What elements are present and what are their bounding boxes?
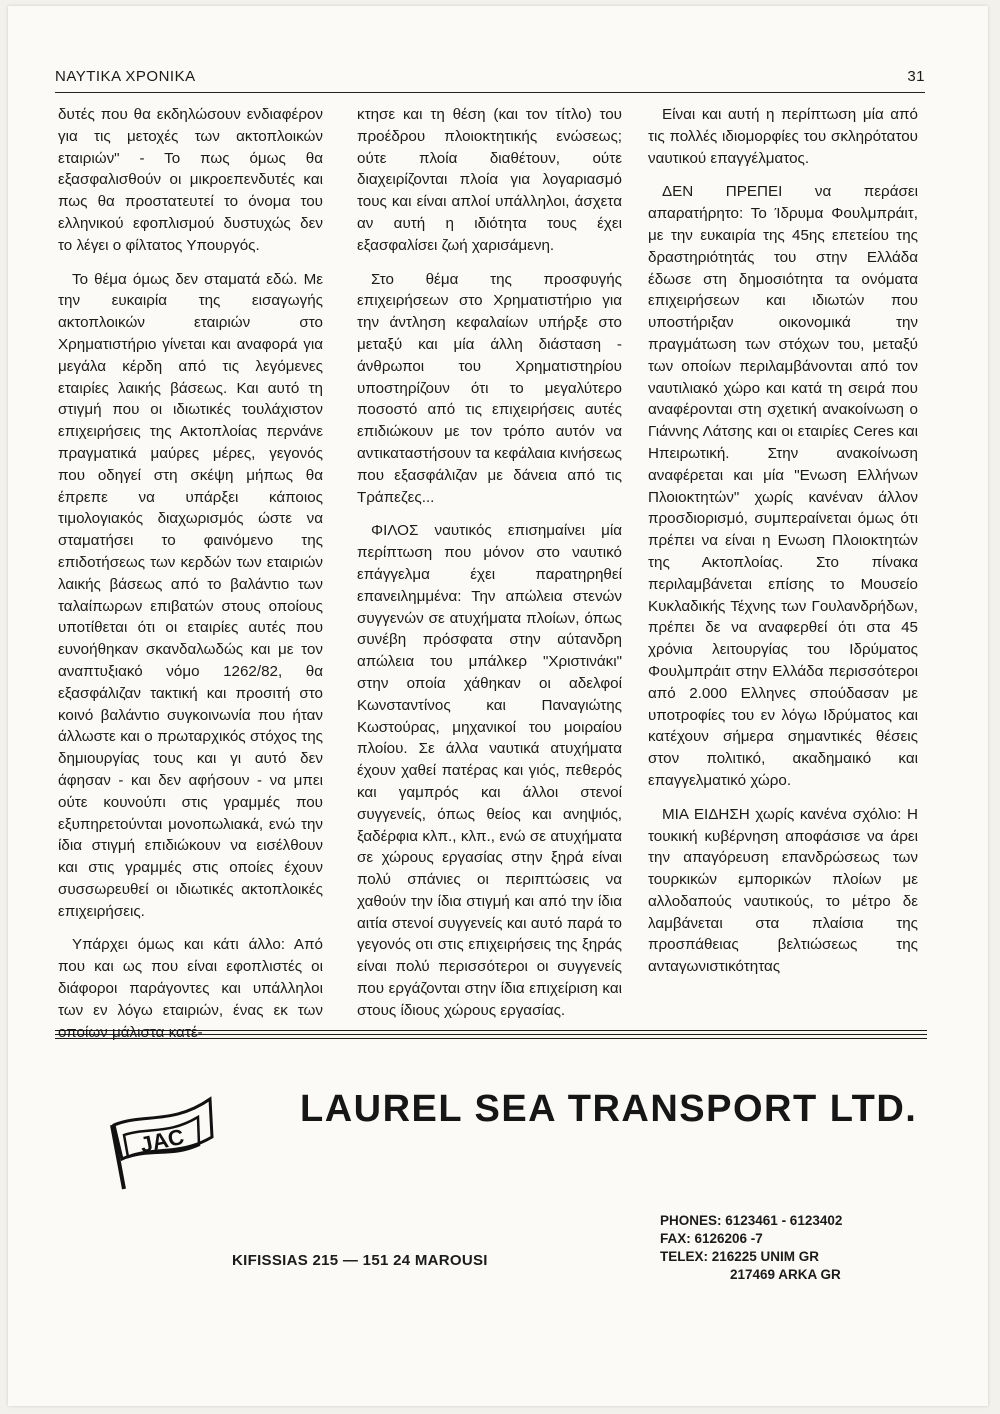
magazine-title: ΝΑΥΤΙΚΑ ΧΡΟΝΙΚΑ: [55, 68, 196, 85]
article-column-3: [648, 104, 918, 1024]
telex-line: TELEX: 216225 UNIM GR: [660, 1249, 820, 1264]
paragraph: Στο θέμα της προσφυγής επιχειρήσεων στο Χρηματιστήριο για την άντληση κεφαλαίων υπήρξε στο μεταξύ και μία άλλη διάσταση - άνθρωποι του Χρηματιστηρίου υποστηρίζουν ότι το μεγαλύτερο ποσοστό από τις επιχειρήσεις αυτές επιδιώκουν με τον τρόπο αυτόν να αντικαταστήσουν τα κεφάλαια κινήσεως που εξασφάλιζαν με δάνεια από τις Τράπεζες...: [357, 270, 622, 506]
paragraph: Είναι και αυτή η περίπτωση μία από τις πολλές ιδιομορφίες του σκληρότατου ναυτικού επαγγέλματος.: [648, 106, 918, 167]
jac-flag-logo: [98, 1085, 218, 1195]
paragraph: Το θέμα όμως δεν σταματά εδώ. Με την ευκαιρία της εισαγωγής ακτοπλοικών εταιριών στο Χρηματιστήριο γίνεται και αναφορά για μεγάλα κέρδη από τις λεγόμενες εταιρίες λαικής βάσεως. Και αυτό τη στιγμή που οι ιδιωτικές τουλάχιστον επιχειρήσεις της Ακτοπλοίας περνάνε πραγματικά μαύρες μέρες, γεγονός που οδηγεί στη σκέψη μήπως θα έπρεπε να υπάρξει κάποιος τιμολογιακός διαχωρισμός ώστε να σταματήσει το φαινόμενο της επιδοτήσεως των κερδών των εταιριών λαικής βάσεως από το βαλάντιο των ταλαίπωρων επιβατών στους οποίους υποτίθεται ότι οι εταιρίες αυτές που ευνοήθηκαν σκανδαλωδώς και με τον αναπτυξιακό νόμο 1262/82, θα εξασφάλιζαν τακτική και προσιτή στο κοινό βαλάντιο συγκοινωνία που ήταν άλλωστε και ο πρωταρχικός στόχος της δημιουργίας τους και γι αυτό δεν άφησαν - και δεν αφήσουν - να μπει ούτε κουνούπι στις γραμμές που εξυπηρετούνται μονοπωλιακά, ενώ την ίδια στιγμή επιδιώκουν να εισέλθουν και στις γραμμές στις οποίες έχουν συσσωρευθεί οι ιδιωτικές ακτοπλοικές επιχειρήσεις.: [58, 270, 323, 920]
company-address: KIFISSIAS 215 — 151 24 MAROUSI: [232, 1252, 488, 1269]
page-number: 31: [907, 68, 925, 85]
header-divider: [55, 92, 925, 93]
phones-line: PHONES: 6123461 - 6123402: [660, 1213, 843, 1228]
paragraph: ΦΙΛΟΣ ναυτικός επισημαίνει μία περίπτωση που μόνον στο ναυτικό επάγγελμα έχει παρατηρηθεί επανειλημμένα: Την απώλεια στενών συγγενών σε ατυχήματα πλοίων, όπως συνέβη πρόσφατα στην αύτανδρη απώλεια του μπάλκερ "Χριστινάκι" στην οποία χάθηκαν οι αδελφοί Κωνσταντίνος και Παναγιώτης Κωστούρας, μηχανικοί του μοιραίου πλοίου. Σε άλλα ναυτικά ατυχήματα έχουν χαθεί πατέρας και γιός, πεθερός και γαμπρός και άλλοι στενοί συγγενείς, όπως θείος και ανηψιός, ξαδέρφια κλπ., κλπ., ενώ σε ατυχήματα σε χώρους εργασίας στην ξηρά είναι πολύ σπάνιες οι περιπτώσεις να χαθούν την ίδια στιγμή και από την ίδια αιτία στενοί συγγενείς και αυτό παρά το γεγονός οτι στις επιχειρήσεις της ξηράς είναι πολύ περισσότεροι οι συγγενείς που εργάζονται στην ίδια επιχείριση και στους ίδιους χώρους εργασίας.: [357, 522, 622, 1019]
paragraph: ΜΙΑ ΕΙΔΗΣΗ χωρίς κανένα σχόλιο: Η τουκική κυβέρνηση αποφάσισε να άρει την απαγόρευση επανδρώσεως των τουρκικών εμπορικών πλοίων με αλλοδαπούς ναυτικούς, το μέτρο δε λαμβάνεται στα πλαίσια της προσπάθειας βελτιώσεως της ανταγωνιστικότητας: [648, 805, 918, 976]
ad-divider: [55, 1030, 927, 1042]
article-column-2: [357, 104, 622, 1024]
jac-logo-text: JAC: [137, 1123, 187, 1158]
fax-line: FAX: 6126206 -7: [660, 1231, 763, 1246]
paragraph: ΔΕΝ ΠΡΕΠΕΙ να περάσει απαρατήρητο: Το Ίδρυμα Φουλμπράιτ, με την ευκαιρία της 45ης επετείου της δραστηριότητάς του στην Ελλάδα έδωσε στη δημοσιότητα τα ονόματα επιχειρήσεων και ιδιωτών που υποστήριξαν οικονομικά την πραγμάτωση των στόχων του, μεταξύ των οποίων περιλαμβάνονται από τον ναυτιλιακό χώρο και κατά τη σειρά που αναφέρονται στη σχετική ανακοίνωση ο Γιάννης Λάτσης και οι εταιρίες Ceres και Ηπειρωτική. Στην ανακοίνωση αναφέρεται και μία "Ενωση Ελλήνων Πλοιοκτητών" χωρίς κανέναν άλλον προσδιορισμό, συμπεραίνεται όμως ότι πρέπει να είναι η Ενωση Πλοιοκτητών της Ακτοπλοίας. Στο πίνακα περιλαμβάνεται επίσης το Μουσείο Κυκλαδικής Τέχνης των Γουλανδρήδων, πρέπει δε να αναφερθεί ότι στα 45 χρόνια λειτουργίας του Ιδρύματος Φουλμπράιτ στην Ελλάδα περισσότεροι από 2.000 Ελληνες σπούδασαν με υποτροφίες του εν λόγω Ιδρύματος και κατέχουν σήμερα σημαντικές θέσεις στον πολιτικό, ακαδημαικό και επαγγελματικό χώρο.: [648, 183, 918, 789]
company-contacts: [660, 1212, 842, 1284]
paragraph: κτησε και τη θέση (και τον τίτλο) του προέδρου πλοιοκτητικής ενώσεως; ούτε πλοία διαθέτουν, ούτε διαχειρίζονται πλοία για λογαριασμό τους και είναι απλοί υπάλληλοι, άσχετα αν αυτή η ιδιότητα τους έχει εξασφαλίσει ζωή χαρισάμενη.: [357, 106, 622, 254]
paragraph: δυτές που θα εκδηλώσουν ενδιαφέρον για τις μετοχές των ακτοπλοικών εταιριών" - Το πως όμως θα εξασφαλισθούν οι μικροεπενδυτές και πως θα προστατευτεί το όνομα του ελληνικού εφοπλισμού δυστυχώς δεν το λέγει ο φίλτατος Υπουργός.: [58, 106, 323, 254]
article-column-1: [58, 104, 323, 1041]
paragraph: Υπάρχει όμως και κάτι άλλο: Από που και ως που είναι εφοπλιστές οι διάφοροι παράγοντες και υπάλληλοι των εν λόγω εταιριών, ένας εκ των οποίων μάλιστα κατέ-: [58, 936, 323, 1041]
company-name: LAUREL SEA TRANSPORT LTD.: [300, 1088, 918, 1130]
page-header: [55, 64, 925, 94]
telex-line-2: 217469 ARKA GR: [730, 1267, 841, 1282]
